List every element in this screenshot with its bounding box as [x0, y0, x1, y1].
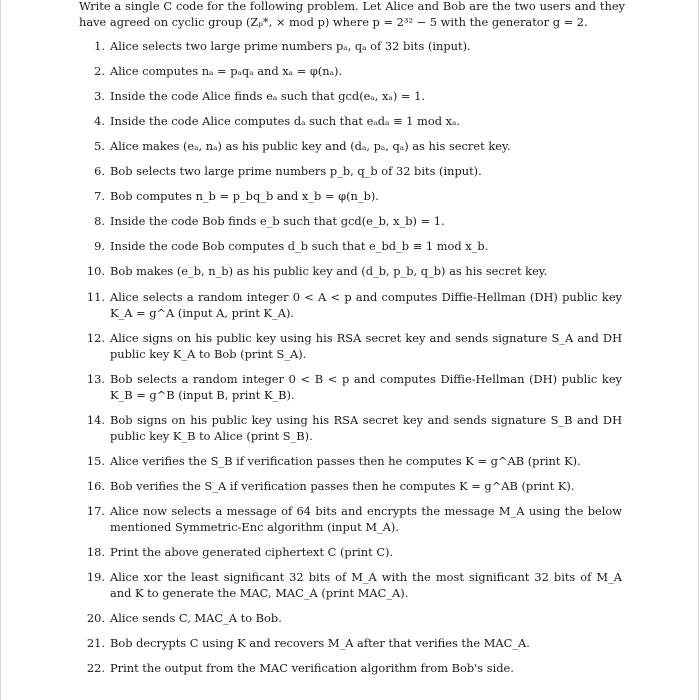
item-text: Alice sends C, MAC_A to Bob. — [110, 611, 282, 625]
item-number: 22. — [86, 661, 105, 675]
item-number: 4. — [94, 114, 105, 128]
list-item — [1, 238, 699, 263]
list-item — [1, 289, 699, 330]
list-item — [1, 88, 699, 113]
item-text: Alice now selects a message of 64 bits and encrypts the message M_A using the below mentioned Symmetric-Enc algorithm (input M_A). — [110, 504, 622, 534]
item-text: Alice signs on his public key using his RSA secret key and sends signature S_A and DH public key K_A to Bob (print S_A). — [110, 331, 622, 361]
item-text: Print the output from the MAC verification algorithm from Bob's side. — [110, 661, 514, 675]
item-text: Bob computes n_b = p_bq_b and x_b = φ(n_b). — [110, 189, 379, 203]
item-text: Inside the code Alice computes dₐ such that eₐdₐ ≡ 1 mod xₐ. — [110, 114, 461, 128]
list-item — [1, 330, 699, 371]
list-item — [1, 503, 699, 544]
item-text: Alice xor the least significant 32 bits of M_A with the most significant 32 bits of M_A and K to generate the MAC, MAC_A (print MAC_A). — [110, 570, 622, 600]
list-item — [1, 610, 699, 635]
item-number: 17. — [86, 504, 105, 518]
item-text: Bob verifies the S_A if verification passes then he computes K = g^AB (print K). — [110, 479, 575, 493]
list-item — [1, 213, 699, 238]
item-number: 13. — [86, 372, 105, 386]
item-text: Print the above generated ciphertext C (print C). — [110, 545, 394, 559]
item-text: Bob signs on his public key using his RSA secret key and sends signature S_B and DH public key K_B to Alice (print S_B). — [110, 413, 622, 443]
item-text: Alice selects a random integer 0 < A < p and computes Diffie-Hellman (DH) public key K_A = g^A (input A, print K_A). — [110, 290, 622, 320]
steps-list — [1, 38, 699, 685]
list-item — [1, 263, 699, 289]
intro-paragraph: Write a single C code for the following problem. Let Alice and Bob are the two users and they have agreed on cyclic group (Zₚ*, × mod p) where p = 2³² − 5 with the generator g = 2. — [79, 0, 625, 29]
item-number: 15. — [86, 454, 105, 468]
item-text: Inside the code Alice finds eₐ such that gcd(eₐ, xₐ) = 1. — [110, 89, 425, 103]
item-text: Bob selects a random integer 0 < B < p and computes Diffie-Hellman (DH) public key K_B = g^B (input B, print K_B). — [110, 372, 622, 402]
item-number: 2. — [94, 64, 105, 78]
item-number: 1. — [94, 39, 105, 53]
item-number: 12. — [86, 331, 105, 345]
item-number: 8. — [94, 214, 105, 228]
list-item — [1, 63, 699, 88]
item-text: Alice computes nₐ = pₐqₐ and xₐ = φ(nₐ). — [110, 64, 343, 78]
item-text: Alice selects two large prime numbers pₐ, qₐ of 32 bits (input). — [110, 39, 471, 53]
item-text: Alice makes (eₐ, nₐ) as his public key and (dₐ, pₐ, qₐ) as his secret key. — [110, 139, 511, 153]
list-item — [1, 163, 699, 188]
list-item — [1, 188, 699, 213]
item-number: 10. — [86, 264, 105, 278]
item-number: 3. — [94, 89, 105, 103]
item-number: 18. — [86, 545, 105, 559]
list-item — [1, 113, 699, 138]
item-number: 20. — [86, 611, 105, 625]
item-number: 14. — [86, 413, 105, 427]
item-number: 6. — [94, 164, 105, 178]
item-text: Bob makes (e_b, n_b) as his public key and (d_b, p_b, q_b) as his secret key. — [110, 264, 548, 278]
item-number: 7. — [94, 189, 105, 203]
list-item — [1, 478, 699, 503]
item-number: 19. — [86, 570, 105, 584]
list-item — [1, 635, 699, 660]
item-number: 11. — [86, 290, 105, 304]
list-item — [1, 371, 699, 412]
list-item — [1, 38, 699, 63]
list-item — [1, 412, 699, 453]
item-number: 21. — [86, 636, 105, 650]
item-number: 16. — [86, 479, 105, 493]
list-item — [1, 569, 699, 610]
item-number: 5. — [94, 139, 105, 153]
item-number: 9. — [94, 239, 105, 253]
item-text: Bob decrypts C using K and recovers M_A after that verifies the MAC_A. — [110, 636, 530, 650]
list-item — [1, 138, 699, 163]
item-text: Alice verifies the S_B if verification passes then he computes K = g^AB (print K). — [110, 454, 581, 468]
item-text: Inside the code Bob computes d_b such that e_bd_b ≡ 1 mod x_b. — [110, 239, 489, 253]
list-item — [1, 544, 699, 569]
item-text: Bob selects two large prime numbers p_b, q_b of 32 bits (input). — [110, 164, 482, 178]
item-text: Inside the code Bob finds e_b such that gcd(e_b, x_b) = 1. — [110, 214, 445, 228]
list-item — [1, 660, 699, 685]
list-item — [1, 453, 699, 478]
